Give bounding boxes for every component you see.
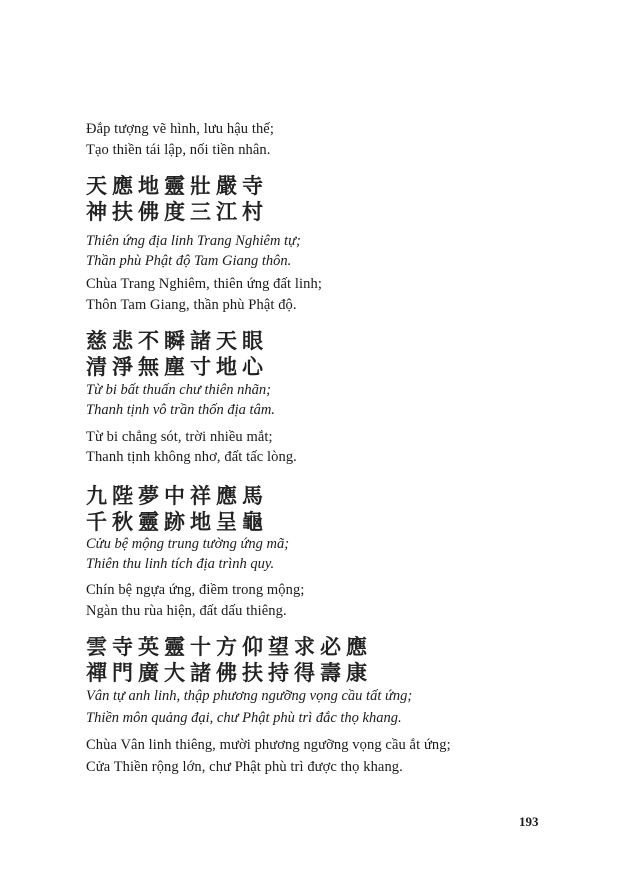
vietnamese-line: Chín bệ ngựa ứng, điềm trong mộng; <box>86 582 305 598</box>
transliteration-line: Cửu bệ mộng trung tường ứng mã; <box>86 536 290 552</box>
transliteration-line: Thiên ứng địa linh Trang Nghiêm tự; <box>86 233 301 249</box>
vietnamese-line: Tạo thiền tái lập, nối tiền nhân. <box>86 142 271 158</box>
han-nom-line: 千秋靈跡地呈龜 <box>86 509 268 534</box>
vietnamese-line: Từ bi chẳng sót, trời nhiều mắt; <box>86 429 273 445</box>
han-nom-line: 禪門廣大諸佛扶持得壽康 <box>86 660 372 685</box>
vietnamese-line: Chùa Trang Nghiêm, thiên ứng đất linh; <box>86 276 322 292</box>
vietnamese-line: Ngàn thu rùa hiện, đất dấu thiêng. <box>86 603 287 619</box>
han-nom-line: 九陛夢中祥應馬 <box>86 483 268 508</box>
han-nom-line: 清淨無塵寸地心 <box>86 354 268 379</box>
transliteration-line: Thiên thu linh tích địa trình quy. <box>86 556 275 572</box>
han-nom-line: 神扶佛度三江村 <box>86 199 268 224</box>
vietnamese-line: Cửa Thiền rộng lớn, chư Phật phù trì được thọ khang. <box>86 759 403 775</box>
han-nom-line: 雲寺英靈十方仰望求必應 <box>86 634 372 659</box>
transliteration-line: Vân tự anh linh, thập phương ngưỡng vọng cầu tất ứng; <box>86 688 413 704</box>
han-nom-line: 慈悲不瞬諸天眼 <box>86 328 268 353</box>
transliteration-line: Thanh tịnh vô trần thốn địa tâm. <box>86 402 275 418</box>
han-nom-line: 天應地靈壯嚴寺 <box>86 173 268 198</box>
page-number: 193 <box>519 814 539 829</box>
transliteration-line: Từ bi bất thuấn chư thiên nhãn; <box>86 382 271 398</box>
transliteration-line: Thần phù Phật độ Tam Giang thôn. <box>86 253 292 269</box>
transliteration-line: Thiền môn quảng đại, chư Phật phù trì đắc thọ khang. <box>86 710 402 726</box>
vietnamese-line: Đắp tượng vẽ hình, lưu hậu thế; <box>86 121 274 137</box>
vietnamese-line: Thanh tịnh không nhơ, đất tấc lòng. <box>86 449 297 465</box>
vietnamese-line: Thôn Tam Giang, thần phù Phật độ. <box>86 297 297 313</box>
vietnamese-line: Chùa Vân linh thiêng, mười phương ngưỡng vọng cầu ắt ứng; <box>86 737 451 753</box>
